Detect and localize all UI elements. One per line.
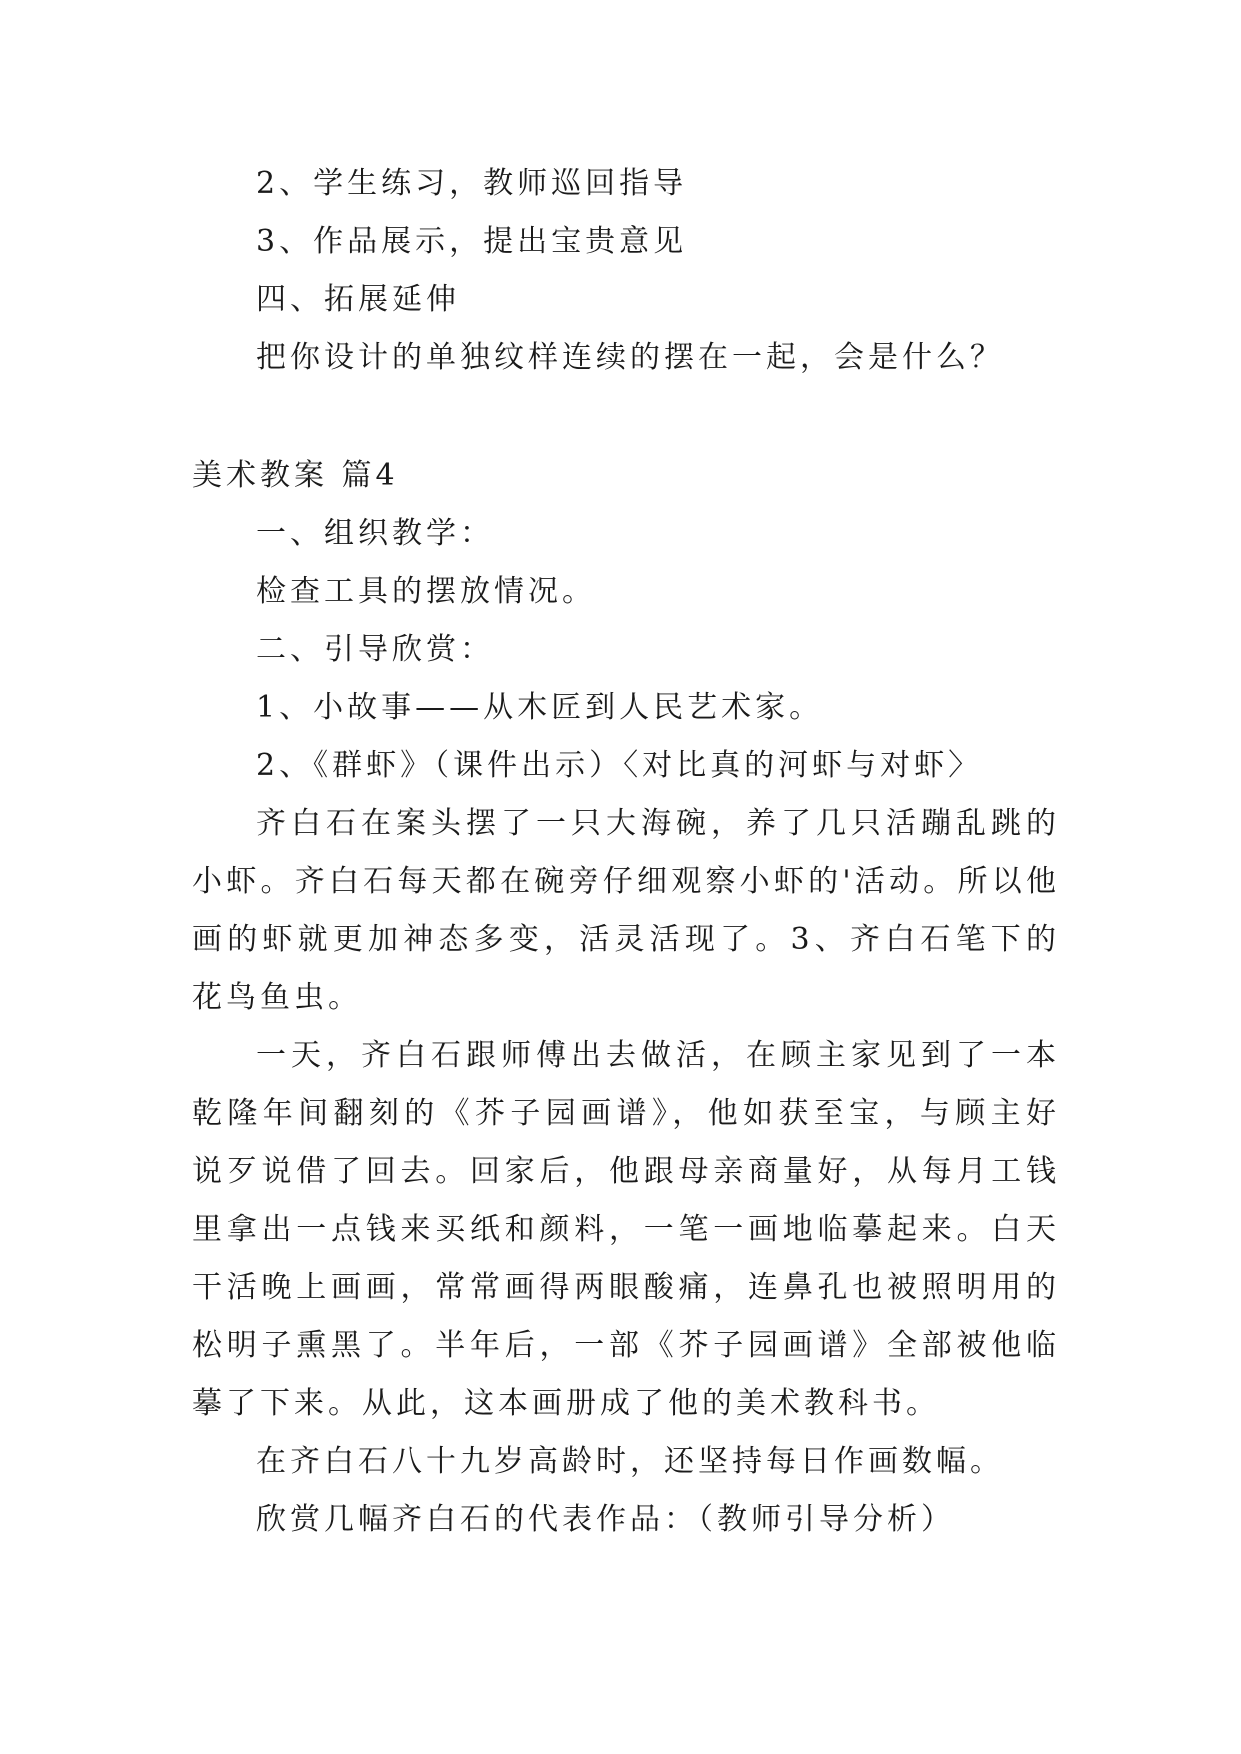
step-3-text: 3、作品展示，提出宝贵意见 — [256, 224, 688, 259]
paragraph-shrimp-observation: 齐白石在案头摆了一只大海碗，养了几只活蹦乱跳的小虾。齐白石每天都在碗旁仔细观察小虾的'活动。所以他画的虾就更加神态多变，活灵活现了。3、齐白石笔下的花鸟鱼虫。 — [192, 806, 1060, 1015]
part-1-title: 一、组织教学： — [256, 516, 494, 551]
paragraph-appreciate-works: 欣赏几幅齐白石的代表作品：（教师引导分析） — [256, 1502, 955, 1537]
part-1-text: 检查工具的摆放情况。 — [256, 574, 596, 609]
part-2-title: 二、引导欣赏： — [256, 632, 494, 667]
section-4-title: 四、拓展延伸 — [256, 282, 460, 317]
paragraph-old-age-painting: 在齐白石八十九岁高龄时，还坚持每日作画数幅。 — [256, 1444, 1004, 1479]
paragraph-mustard-seed-garden: 一天，齐白石跟师傅出去做活，在顾主家见到了一本乾隆年间翻刻的《芥子园画谱》，他如获至宝，与顾主好说歹说借了回去。回家后，他跟母亲商量好，从每月工钱里拿出一点钱来买纸和颜料，一笔一画地临摹起来。白天干活晚上画画，常常画得两眼酸痛，连鼻孔也被照明用的松明子熏黑了。半年后，一部《芥子园画谱》全部被他临摹了下来。从此，这本画册成了他的美术教科书。 — [192, 1038, 1060, 1421]
item-1-text: 1、小故事——从木匠到人民艺术家。 — [256, 690, 824, 725]
section-4-text: 把你设计的单独纹样连续的摆在一起，会是什么？ — [256, 340, 1004, 375]
step-2-text: 2、学生练习，教师巡回指导 — [256, 166, 688, 201]
item-2-text: 2、《群虾》（课件出示）〈对比真的河虾与对虾〉 — [256, 748, 983, 783]
lesson-4-title: 美术教案 篇4 — [192, 458, 399, 493]
